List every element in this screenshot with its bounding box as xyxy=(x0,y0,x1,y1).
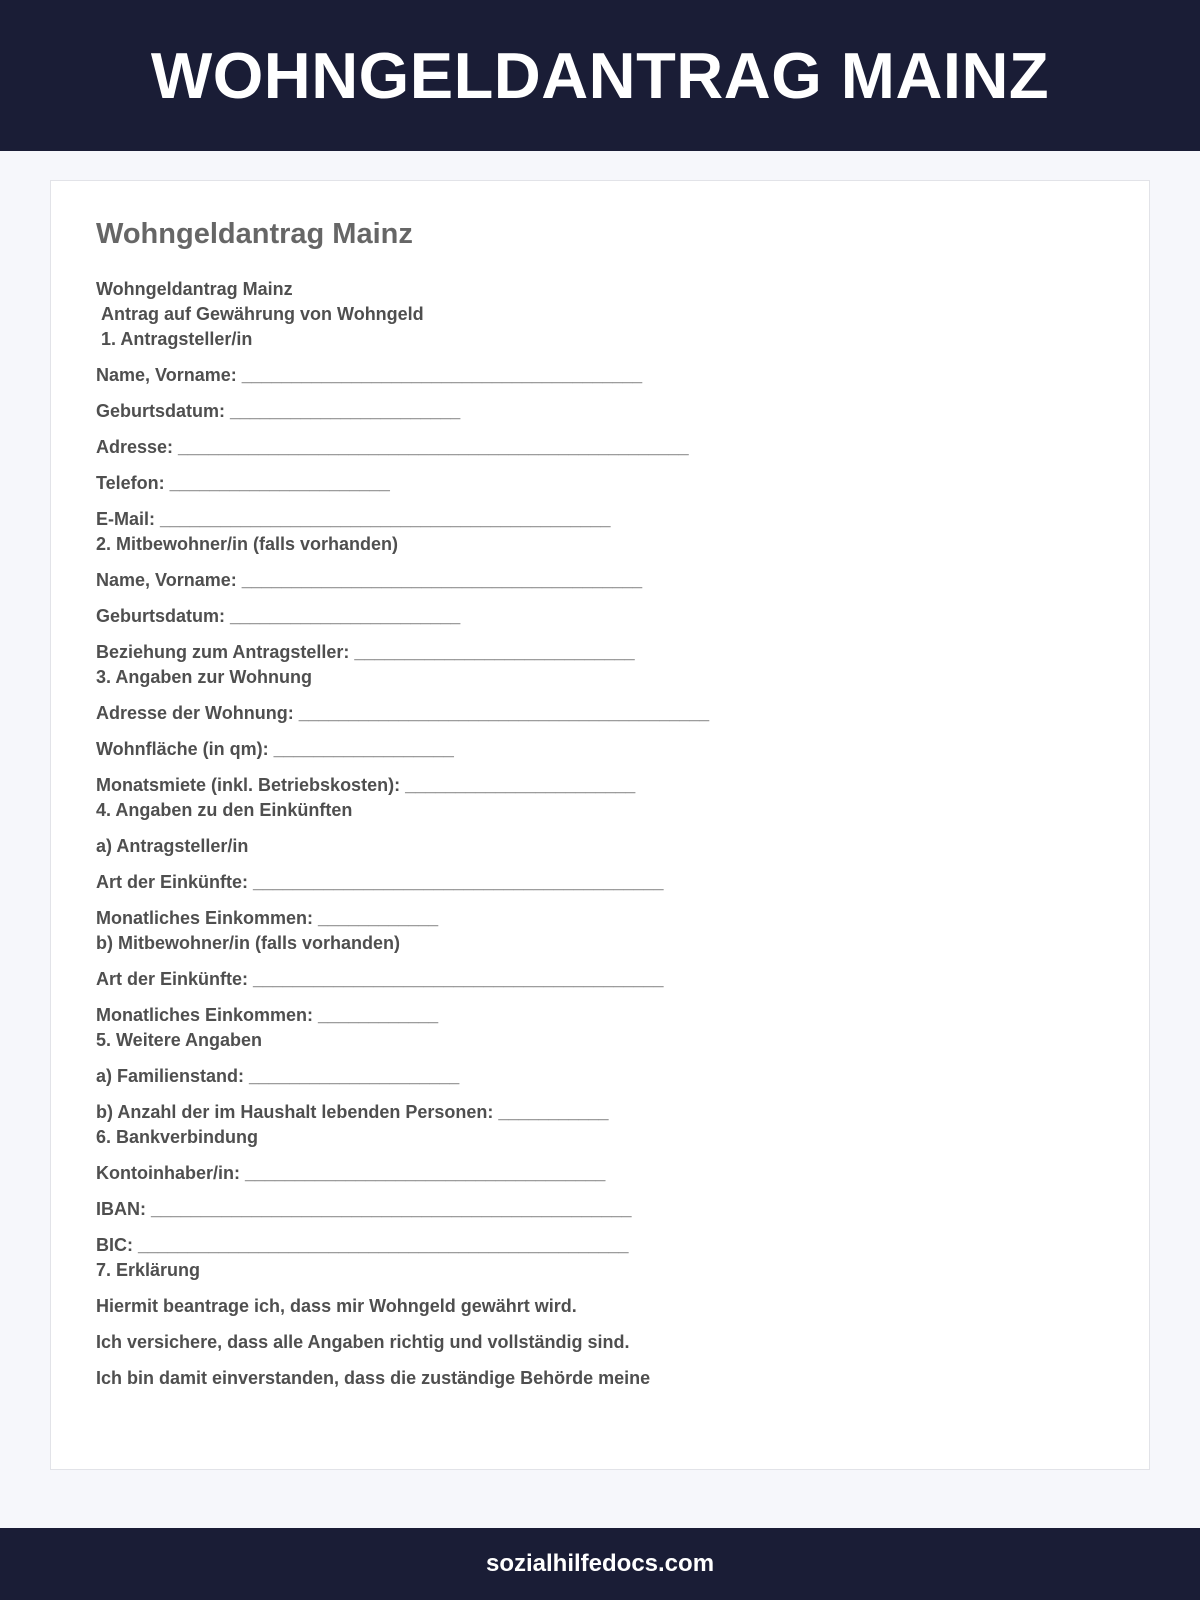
field-label: Wohnfläche (in qm): xyxy=(96,739,269,759)
form-paragraph xyxy=(96,701,1104,726)
field-label: Telefon: xyxy=(96,473,165,493)
field-label: BIC: xyxy=(96,1235,133,1255)
form-paragraph xyxy=(96,640,1104,690)
form-text-line: 5. Weitere Angaben xyxy=(96,1030,263,1050)
field-label: Adresse der Wohnung: xyxy=(96,703,294,723)
form-paragraph xyxy=(96,834,1104,859)
footer-site-name: sozialhilfedocs.com xyxy=(485,1550,715,1577)
blank-underscore-line: ____________________________________ xyxy=(239,1163,606,1183)
field-label: Geburtsdatum: xyxy=(96,401,226,421)
blank-underscore-line: _____________________ xyxy=(244,1066,460,1086)
field-label: b) Anzahl der im Haushalt lebenden Personen: xyxy=(96,1102,494,1122)
form-field-line xyxy=(96,1100,1104,1125)
blank-underscore-line: ____________ xyxy=(313,908,439,928)
form-text-line: Ich bin damit einverstanden, dass die zuständige Behörde meine xyxy=(96,1368,651,1388)
form-text-line: 4. Angaben zu den Einkünften xyxy=(96,800,353,820)
form-text-line: b) Mitbewohner/in (falls vorhanden) xyxy=(96,933,401,953)
form-paragraph xyxy=(96,1294,1104,1319)
form-field-line xyxy=(96,870,1104,895)
field-label: E-Mail: xyxy=(96,509,156,529)
site-header-title: WOHNGELDANTRAG MAINZ xyxy=(150,39,1050,112)
form-text-line: a) Antragsteller/in xyxy=(96,836,249,856)
form-field-line xyxy=(96,640,1104,665)
site-header xyxy=(0,0,1200,151)
form-paragraph xyxy=(96,1100,1104,1150)
form-text-line: 3. Angaben zur Wohnung xyxy=(96,667,312,687)
form-text-line: 1. Antragsteller/in xyxy=(96,329,253,349)
blank-underscore-line: _________________________________________ xyxy=(293,703,710,723)
form-text-line: 7. Erklärung xyxy=(96,1260,201,1280)
form-paragraph xyxy=(96,1161,1104,1186)
blank-underscore-line: ________________________________________________ xyxy=(146,1199,632,1219)
form-field-line xyxy=(96,507,1104,532)
blank-underscore-line: ______________________ xyxy=(164,473,390,493)
blank-underscore-line: _____________________________________________ xyxy=(155,509,611,529)
blank-underscore-line: ____________________________ xyxy=(349,642,635,662)
field-label: Beziehung zum Antragsteller: xyxy=(96,642,350,662)
form-text-line: Wohngeldantrag Mainz xyxy=(96,279,293,299)
form-field-line xyxy=(96,701,1104,726)
form-paragraph xyxy=(96,277,1104,352)
field-label: Art der Einkünfte: xyxy=(96,872,249,892)
form-paragraph xyxy=(96,507,1104,557)
field-label: Name, Vorname: xyxy=(96,570,237,590)
field-label: a) Familienstand: xyxy=(96,1066,245,1086)
blank-underscore-line: __________________ xyxy=(268,739,454,759)
blank-underscore-line: ____________ xyxy=(313,1005,439,1025)
form-paragraph xyxy=(96,967,1104,992)
form-text-line: 2. Mitbewohner/in (falls vorhanden) xyxy=(96,534,399,554)
form-paragraph xyxy=(96,399,1104,424)
form-field-line xyxy=(96,399,1104,424)
form-paragraph xyxy=(96,737,1104,762)
form-field-line xyxy=(96,471,1104,496)
field-label: Art der Einkünfte: xyxy=(96,969,249,989)
field-label: Kontoinhaber/in: xyxy=(96,1163,240,1183)
document-title: Wohngeldantrag Mainz xyxy=(96,218,413,250)
form-paragraph xyxy=(96,773,1104,823)
field-label: Name, Vorname: xyxy=(96,365,237,385)
form-text-line: 6. Bankverbindung xyxy=(96,1127,259,1147)
site-footer xyxy=(0,1528,1200,1600)
field-label: IBAN: xyxy=(96,1199,146,1219)
form-paragraph xyxy=(96,604,1104,629)
form-field-line xyxy=(96,737,1104,762)
field-label: Geburtsdatum: xyxy=(96,606,226,626)
blank-underscore-line: ________________________________________ xyxy=(236,365,643,385)
form-paragraph xyxy=(96,568,1104,593)
blank-underscore-line: _______________________ xyxy=(225,401,461,421)
field-label: Monatliches Einkommen: xyxy=(96,908,314,928)
form-field-line xyxy=(96,604,1104,629)
form-field-line xyxy=(96,435,1104,460)
blank-underscore-line: ________________________________________ xyxy=(236,570,643,590)
form-paragraph xyxy=(96,1064,1104,1089)
form-text-line: Antrag auf Gewährung von Wohngeld xyxy=(96,304,424,324)
form-paragraph xyxy=(96,1233,1104,1283)
document-card xyxy=(50,180,1150,1470)
form-paragraph xyxy=(96,435,1104,460)
blank-underscore-line: ___________ xyxy=(493,1102,609,1122)
form-paragraph xyxy=(96,1330,1104,1355)
blank-underscore-line: _________________________________________________ xyxy=(133,1235,629,1255)
form-text-line: Hiermit beantrage ich, dass mir Wohngeld gewährt wird. xyxy=(96,1296,577,1316)
blank-underscore-line: _______________________ xyxy=(400,775,636,795)
form-field-line xyxy=(96,906,1104,931)
form-field-line xyxy=(96,363,1104,388)
field-label: Monatsmiete (inkl. Betriebskosten): xyxy=(96,775,401,795)
form-field-line xyxy=(96,1003,1104,1028)
blank-underscore-line: _________________________________________ xyxy=(248,872,664,892)
form-field-line xyxy=(96,1233,1104,1258)
form-field-line xyxy=(96,568,1104,593)
form-text-line: Ich versichere, dass alle Angaben richtig und vollständig sind. xyxy=(96,1332,630,1352)
form-field-line xyxy=(96,1064,1104,1089)
form-paragraph xyxy=(96,1003,1104,1053)
form-paragraph xyxy=(96,471,1104,496)
blank-underscore-line: ___________________________________________________ xyxy=(173,437,689,457)
form-field-line xyxy=(96,1161,1104,1186)
form-paragraph xyxy=(96,1366,1104,1391)
blank-underscore-line: _______________________ xyxy=(225,606,461,626)
field-label: Monatliches Einkommen: xyxy=(96,1005,314,1025)
form-paragraph xyxy=(96,363,1104,388)
form-field-line xyxy=(96,773,1104,798)
form-body xyxy=(96,277,1104,1391)
form-field-line xyxy=(96,1197,1104,1222)
main-area xyxy=(0,151,1200,1528)
form-paragraph xyxy=(96,906,1104,956)
field-label: Adresse: xyxy=(96,437,174,457)
form-paragraph xyxy=(96,1197,1104,1222)
form-field-line xyxy=(96,967,1104,992)
form-paragraph xyxy=(96,870,1104,895)
blank-underscore-line: _________________________________________ xyxy=(248,969,664,989)
